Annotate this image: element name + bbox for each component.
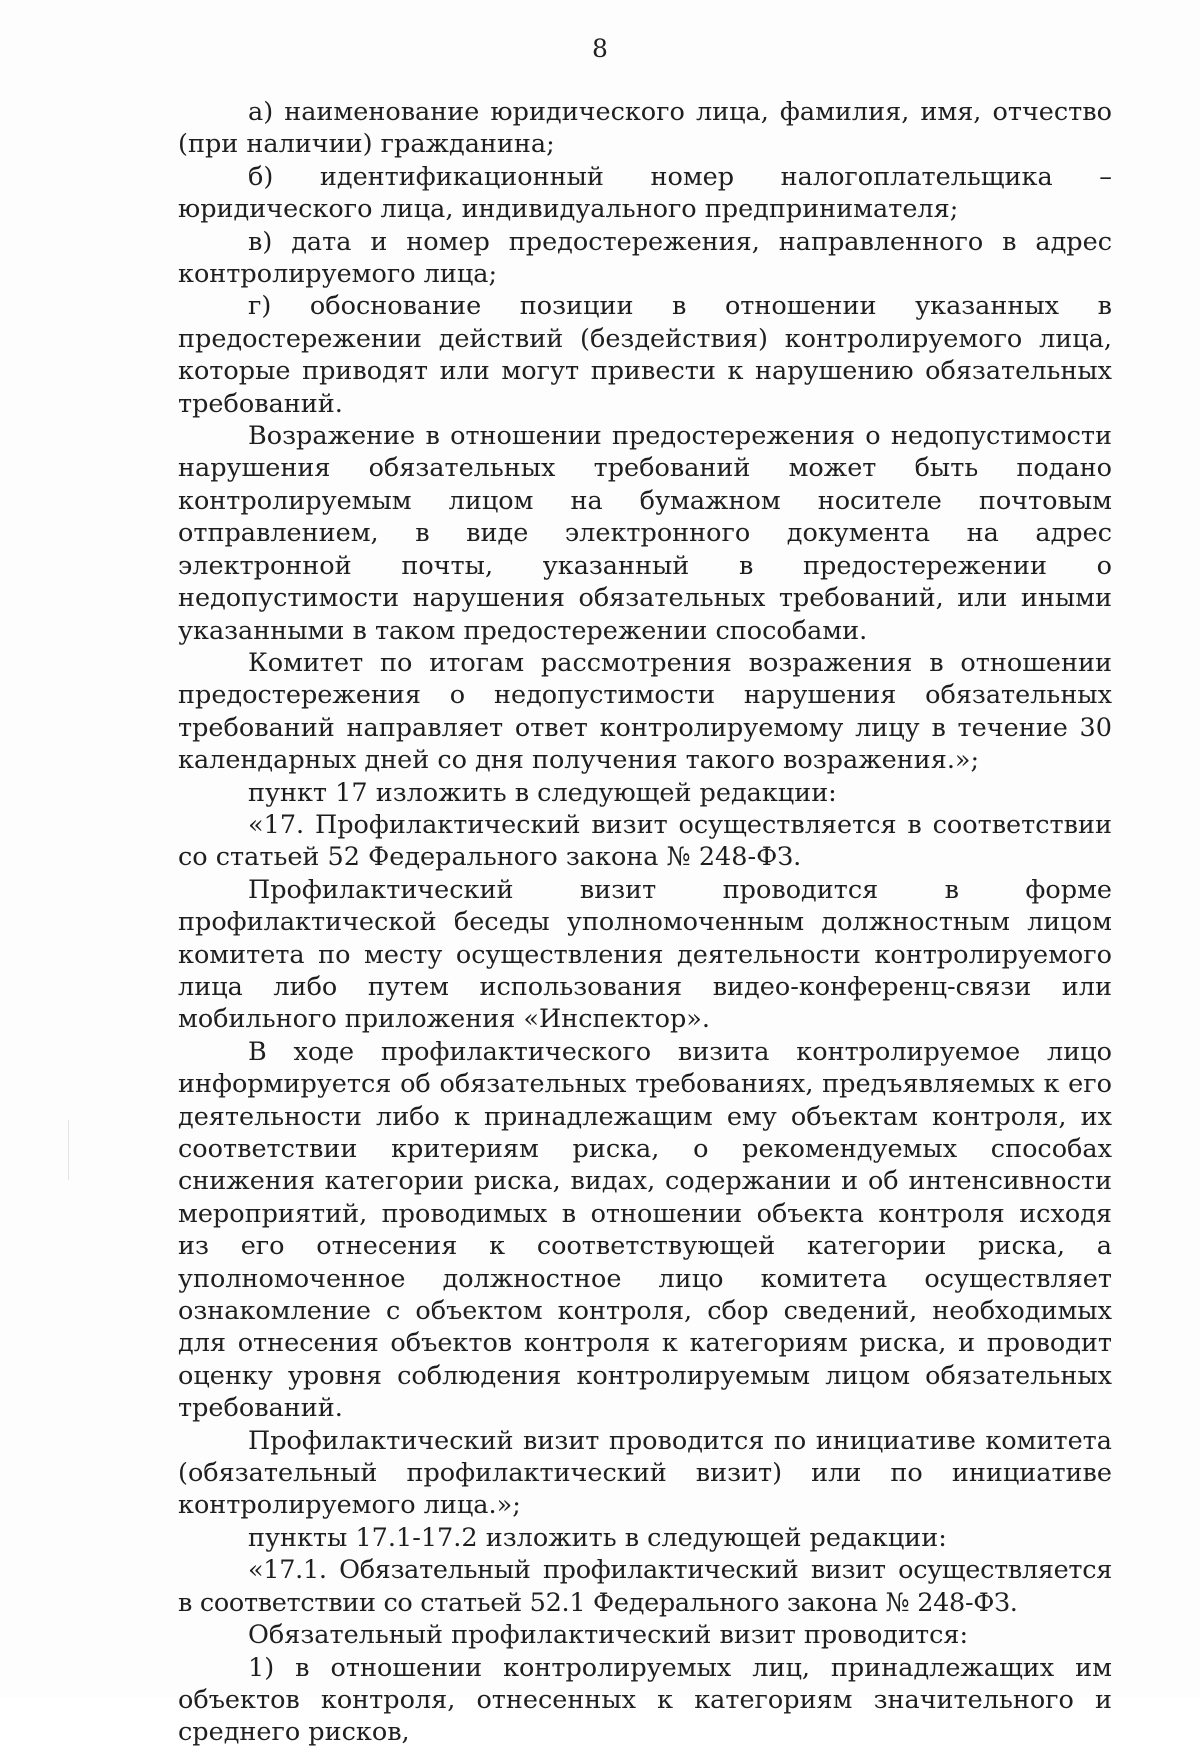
- paragraph-subitem-a: а) наименование юридического лица, фамилия, имя, отчество (при наличии) гражданина;: [178, 97, 1112, 160]
- paragraph-visit-form: Профилактический визит проводится в форме профилактической беседы уполномоченным должностным лицом комитета по месту осуществления деятельности контролируемого лица либо путем использования видео-конференц-связи или мобильного приложения «Инспектор».: [178, 874, 1112, 1035]
- paragraph-subitem-b: б) идентификационный номер налогоплательщика – юридического лица, индивидуального предпринимателя;: [178, 161, 1112, 225]
- paragraph-visit-content: В ходе профилактического визита контролируемое лицо информируется об обязательных требованиях, предъявляемых к его деятельности либо к принадлежащим ему объектам контроля, их соответствии критериям риска, о рекомендуемых способах снижения категории риска, видах, содержании и об интенсивности мероприятий, проводимых в отношении объекта контроля исходя из его отнесения к соответствующей категории риска, а уполномоченное должностное лицо комитета осуществляет ознакомление с объектом контроля, сбор сведений, необходимых для отнесения объектов контроля к категориям риска, и проводит оценку уровня соблюдения контролируемым лицом обязательных требований.: [178, 1036, 1112, 1424]
- paragraph-mandatory-visit-intro: Обязательный профилактический визит проводится:: [248, 1620, 969, 1651]
- paragraph-item-17-1: «17.1. Обязательный профилактический визит осуществляется в соответствии со статьей 52.1 Федерального закона № 248-ФЗ.: [178, 1555, 1112, 1618]
- paragraph-item-17: «17. Профилактический визит осуществляется в соответствии со статьей 52 Федерального закона № 248-ФЗ.: [178, 809, 1112, 873]
- paragraph-subitem-g: г) обоснование позиции в отношении указанных в предостережении действий (бездействия) контролируемого лица, которые приводят или могут привести к нарушению обязательных требований.: [178, 291, 1112, 419]
- paragraph-visit-initiative: Профилактический визит проводится по инициативе комитета (обязательный профилактический визит) или по инициативе контролируемого лица.»;: [178, 1425, 1112, 1521]
- page-number: 8: [592, 34, 608, 63]
- document-body: [178, 96, 1112, 1749]
- paragraph-amend-item-17: пункт 17 изложить в следующей редакции:: [248, 777, 837, 808]
- paragraph-mandatory-visit-case-1: 1) в отношении контролируемых лиц, принадлежащих им объектов контроля, отнесенных к категориям значительного и среднего рисков,: [178, 1652, 1112, 1748]
- paragraph-amend-items-17-1-17-2: пункты 17.1-17.2 изложить в следующей редакции:: [248, 1522, 947, 1553]
- scan-edge-mark: [68, 1120, 69, 1180]
- paragraph-objection: Возражение в отношении предостережения о недопустимости нарушения обязательных требований может быть подано контролируемым лицом на бумажном носителе почтовым отправлением, в виде электронного документа на адрес электронной почты, указанный в предостережении о недопустимости нарушения обязательных требований, или иными указанными в таком предостережении способами.: [178, 421, 1112, 646]
- paragraph-subitem-v: в) дата и номер предостережения, направленного в адрес контролируемого лица;: [178, 226, 1112, 290]
- paragraph-committee-response: Комитет по итогам рассмотрения возражения в отношении предостережения о недопустимости нарушения обязательных требований направляет ответ контролируемому лицу в течение 30 календарных дней со дня получения такого возражения.»;: [178, 647, 1112, 776]
